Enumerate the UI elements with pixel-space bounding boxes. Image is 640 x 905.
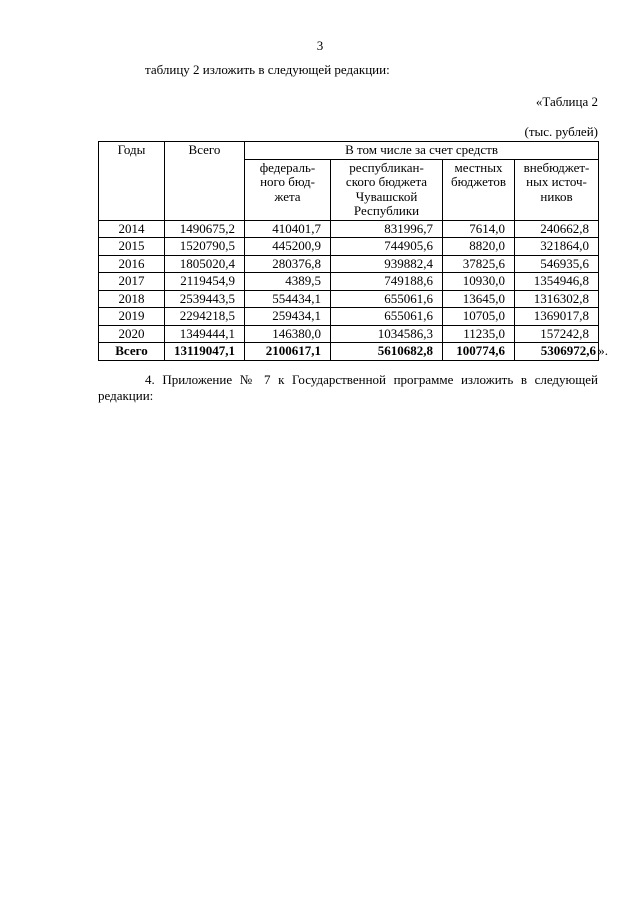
table-caption: «Таблица 2 xyxy=(535,94,598,109)
cell-extra xyxy=(515,343,609,361)
cell-extra: 321864,0 xyxy=(515,238,599,256)
table-row xyxy=(99,273,599,291)
cell-extra: 240662,8 xyxy=(515,220,599,238)
header-total: Всего xyxy=(165,142,245,221)
cell-year: 2015 xyxy=(99,238,165,256)
cell-republic: 1034586,3 xyxy=(331,325,443,343)
cell-total: 13119047,1 xyxy=(165,343,245,361)
cell-federal: 410401,7 xyxy=(245,220,331,238)
cell-total: 1805020,4 xyxy=(165,255,245,273)
cell-republic: 744905,6 xyxy=(331,238,443,256)
header-group: В том числе за счет средств xyxy=(245,142,599,160)
cell-total: 1349444,1 xyxy=(165,325,245,343)
budget-table xyxy=(98,141,609,361)
cell-local: 10705,0 xyxy=(443,308,515,326)
cell-extra-value: 5306972,6 xyxy=(540,343,597,358)
cell-local: 10930,0 xyxy=(443,273,515,291)
cell-extra: 1369017,8 xyxy=(515,308,599,326)
cell-total: 1520790,5 xyxy=(165,238,245,256)
cell-federal: 2100617,1 xyxy=(245,343,331,361)
cell-extra: 1316302,8 xyxy=(515,290,599,308)
cell-year: 2016 xyxy=(99,255,165,273)
table-row xyxy=(99,308,599,326)
cell-year: 2020 xyxy=(99,325,165,343)
total-row xyxy=(99,343,599,361)
cell-republic: 655061,6 xyxy=(331,290,443,308)
cell-year: 2017 xyxy=(99,273,165,291)
cell-federal: 280376,8 xyxy=(245,255,331,273)
cell-republic: 939882,4 xyxy=(331,255,443,273)
intro-text: таблицу 2 изложить в следующей редакции: xyxy=(145,62,390,77)
cell-federal: 4389,5 xyxy=(245,273,331,291)
cell-year: 2018 xyxy=(99,290,165,308)
cell-federal: 445200,9 xyxy=(245,238,331,256)
cell-total: 2294218,5 xyxy=(165,308,245,326)
cell-total: 2119454,9 xyxy=(165,273,245,291)
cell-federal: 259434,1 xyxy=(245,308,331,326)
units-label: (тыс. рублей) xyxy=(524,124,598,139)
table-row xyxy=(99,238,599,256)
cell-local: 37825,6 xyxy=(443,255,515,273)
cell-federal: 146380,0 xyxy=(245,325,331,343)
table-row xyxy=(99,325,599,343)
closing-quote: ». xyxy=(598,343,609,358)
cell-republic: 655061,6 xyxy=(331,308,443,326)
table-row xyxy=(99,290,599,308)
cell-extra: 157242,8 xyxy=(515,325,599,343)
cell-local: 13645,0 xyxy=(443,290,515,308)
cell-federal: 554434,1 xyxy=(245,290,331,308)
header-republic: республикан- ского бюджета Чувашской Республики xyxy=(331,159,443,220)
cell-total: 2539443,5 xyxy=(165,290,245,308)
cell-year: 2014 xyxy=(99,220,165,238)
cell-extra: 546935,6 xyxy=(515,255,599,273)
header-extra: внебюджет- ных источ- ников xyxy=(515,159,599,220)
table-row xyxy=(99,220,599,238)
cell-year: 2019 xyxy=(99,308,165,326)
cell-total: 1490675,2 xyxy=(165,220,245,238)
header-local: местных бюджетов xyxy=(443,159,515,220)
cell-local: 8820,0 xyxy=(443,238,515,256)
page-number: 3 xyxy=(316,38,324,53)
cell-local: 7614,0 xyxy=(443,220,515,238)
cell-year: Всего xyxy=(99,343,165,361)
cell-republic: 831996,7 xyxy=(331,220,443,238)
header-years: Годы xyxy=(99,142,165,221)
paragraph-item-4: 4. Приложение № 7 к Государственной программе изложить в следующей редакции: xyxy=(98,372,598,403)
cell-local: 11235,0 xyxy=(443,325,515,343)
cell-republic: 749188,6 xyxy=(331,273,443,291)
cell-local: 100774,6 xyxy=(443,343,515,361)
cell-extra: 1354946,8 xyxy=(515,273,599,291)
cell-republic: 5610682,8 xyxy=(331,343,443,361)
table-row xyxy=(99,255,599,273)
header-federal: федераль- ного бюд- жета xyxy=(245,159,331,220)
